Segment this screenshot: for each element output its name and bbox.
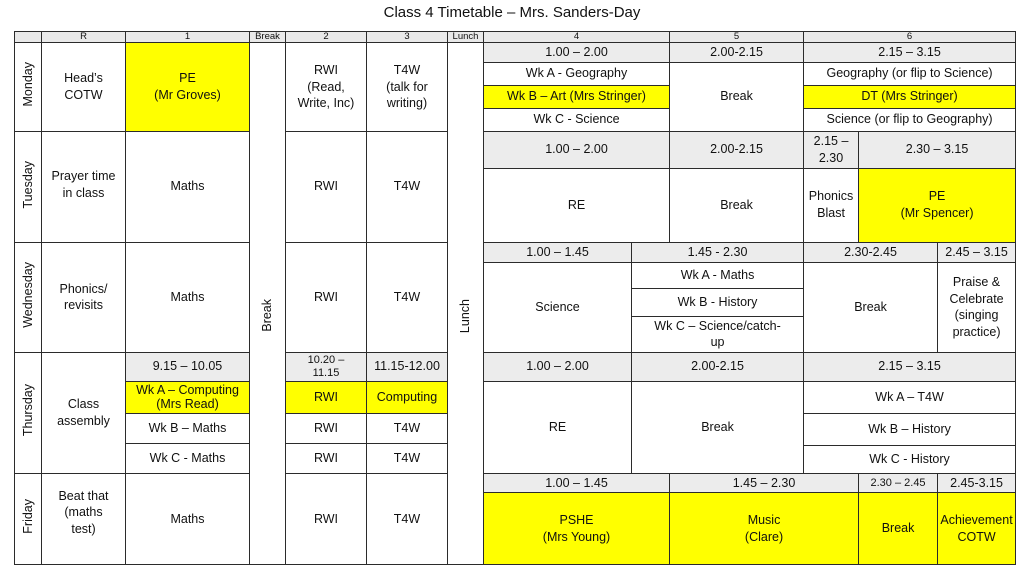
monday-row-1 bbox=[15, 43, 1016, 63]
monday-slot-3: T4W (talk for writing) bbox=[367, 43, 448, 132]
monday-r: Head’s COTW bbox=[42, 43, 126, 132]
tuesday-time-6a: 2.15 – 2.30 bbox=[804, 131, 859, 168]
thursday-re: RE bbox=[484, 381, 632, 473]
monday-wk-a-4: Wk A - Geography bbox=[484, 62, 670, 85]
friday-pshe: PSHE (Mrs Young) bbox=[484, 493, 670, 565]
tuesday-r: Prayer time in class bbox=[42, 131, 126, 242]
wednesday-wk-c-5: Wk C – Science/catch- up bbox=[632, 316, 804, 353]
thursday-wk-c-6: Wk C - History bbox=[804, 445, 1016, 473]
wednesday-r: Phonics/ revisits bbox=[42, 242, 126, 353]
wednesday-slot-3: T4W bbox=[367, 242, 448, 353]
tuesday-time-4: 1.00 – 2.00 bbox=[484, 131, 670, 168]
wednesday-time-5: 1.45 - 2.30 bbox=[632, 242, 804, 262]
thursday-wk-b-2: RWI bbox=[286, 413, 367, 443]
wednesday-wk-a-5: Wk A - Maths bbox=[632, 262, 804, 288]
monday-wk-c-4: Wk C - Science bbox=[484, 108, 670, 131]
friday-music: Music (Clare) bbox=[670, 493, 859, 565]
thursday-wk-b-6: Wk B – History bbox=[804, 413, 1016, 445]
thursday-time-6: 2.15 – 3.15 bbox=[804, 353, 1016, 381]
header-row bbox=[15, 32, 1016, 43]
thursday-row-1 bbox=[15, 353, 1016, 381]
tuesday-slot-3: T4W bbox=[367, 131, 448, 242]
monday-slot-1: PE (Mr Groves) bbox=[126, 43, 250, 132]
header-3: 3 bbox=[367, 32, 448, 43]
break-column: Break bbox=[250, 43, 286, 565]
tuesday-pe: PE (Mr Spencer) bbox=[859, 168, 1016, 242]
thursday-row-2 bbox=[15, 381, 1016, 413]
header-break: Break bbox=[250, 32, 286, 43]
tuesday-break: Break bbox=[670, 168, 804, 242]
header-6: 6 bbox=[804, 32, 1016, 43]
tuesday-re: RE bbox=[484, 168, 670, 242]
thursday-time-4: 1.00 – 2.00 bbox=[484, 353, 632, 381]
tuesday-time-5: 2.00-2.15 bbox=[670, 131, 804, 168]
header-1: 1 bbox=[126, 32, 250, 43]
monday-time-6: 2.15 – 3.15 bbox=[804, 43, 1016, 63]
monday-slot-2: RWI (Read, Write, Inc) bbox=[286, 43, 367, 132]
thursday-wk-b-1: Wk B – Maths bbox=[126, 413, 250, 443]
thursday-wk-b-3: T4W bbox=[367, 413, 448, 443]
header-r: R bbox=[42, 32, 126, 43]
header-2: 2 bbox=[286, 32, 367, 43]
wednesday-science: Science bbox=[484, 262, 632, 353]
day-label-friday: Friday bbox=[15, 473, 42, 565]
wednesday-praise: Praise & Celebrate (singing practice) bbox=[938, 262, 1016, 353]
friday-r: Beat that (maths test) bbox=[42, 473, 126, 565]
tuesday-slot-2: RWI bbox=[286, 131, 367, 242]
tuesday-time-6b: 2.30 – 3.15 bbox=[859, 131, 1016, 168]
monday-wk-c-6: Science (or flip to Geography) bbox=[804, 108, 1016, 131]
header-blank bbox=[15, 32, 42, 43]
thursday-time-3: 11.15-12.00 bbox=[367, 353, 448, 381]
thursday-wk-a-6: Wk A – T4W bbox=[804, 381, 1016, 413]
day-label-wednesday: Wednesday bbox=[15, 242, 42, 353]
page-title: Class 4 Timetable – Mrs. Sanders-Day bbox=[383, 4, 641, 21]
monday-break: Break bbox=[670, 62, 804, 131]
wednesday-break: Break bbox=[804, 262, 938, 353]
tuesday-slot-1: Maths bbox=[126, 131, 250, 242]
wednesday-time-6b: 2.45 – 3.15 bbox=[938, 242, 1016, 262]
friday-break: Break bbox=[859, 493, 938, 565]
thursday-wk-a-1: Wk A – Computing (Mrs Read) bbox=[126, 381, 250, 413]
friday-time-5: 1.45 – 2.30 bbox=[670, 473, 859, 493]
thursday-time-1: 9.15 – 10.05 bbox=[126, 353, 250, 381]
day-label-monday: Monday bbox=[15, 43, 42, 132]
wednesday-slot-1: Maths bbox=[126, 242, 250, 353]
thursday-wk-c-3: T4W bbox=[367, 443, 448, 473]
thursday-wk-c-1: Wk C - Maths bbox=[126, 443, 250, 473]
wednesday-time-4: 1.00 – 1.45 bbox=[484, 242, 632, 262]
header-lunch: Lunch bbox=[448, 32, 484, 43]
header-5: 5 bbox=[670, 32, 804, 43]
monday-wk-b-6: DT (Mrs Stringer) bbox=[804, 85, 1016, 108]
thursday-time-2: 10.20 – 11.15 bbox=[286, 353, 367, 381]
tuesday-row-1 bbox=[15, 131, 1016, 168]
friday-time-6b: 2.45-3.15 bbox=[938, 473, 1016, 493]
day-label-thursday: Thursday bbox=[15, 353, 42, 473]
thursday-wk-a-3: Computing bbox=[367, 381, 448, 413]
thursday-break: Break bbox=[632, 381, 804, 473]
monday-time-4: 1.00 – 2.00 bbox=[484, 43, 670, 63]
monday-wk-b-4: Wk B – Art (Mrs Stringer) bbox=[484, 85, 670, 108]
wednesday-time-6a: 2.30-2.45 bbox=[804, 242, 938, 262]
wednesday-row-1 bbox=[15, 242, 1016, 262]
friday-slot-3: T4W bbox=[367, 473, 448, 565]
friday-achievement: Achievement COTW bbox=[938, 493, 1016, 565]
friday-slot-1: Maths bbox=[126, 473, 250, 565]
day-label-tuesday: Tuesday bbox=[15, 131, 42, 242]
friday-time-6a: 2.30 – 2.45 bbox=[859, 473, 938, 493]
wednesday-wk-b-5: Wk B - History bbox=[632, 288, 804, 316]
wednesday-slot-2: RWI bbox=[286, 242, 367, 353]
lunch-column: Lunch bbox=[448, 43, 484, 565]
monday-wk-a-6: Geography (or flip to Science) bbox=[804, 62, 1016, 85]
friday-time-4: 1.00 – 1.45 bbox=[484, 473, 670, 493]
timetable bbox=[14, 31, 1016, 565]
thursday-wk-a-2: RWI bbox=[286, 381, 367, 413]
tuesday-phonics-blast: Phonics Blast bbox=[804, 168, 859, 242]
thursday-time-5: 2.00-2.15 bbox=[632, 353, 804, 381]
thursday-wk-c-2: RWI bbox=[286, 443, 367, 473]
header-4: 4 bbox=[484, 32, 670, 43]
friday-slot-2: RWI bbox=[286, 473, 367, 565]
monday-time-5: 2.00-2.15 bbox=[670, 43, 804, 63]
friday-row-1 bbox=[15, 473, 1016, 493]
thursday-r: Class assembly bbox=[42, 353, 126, 473]
